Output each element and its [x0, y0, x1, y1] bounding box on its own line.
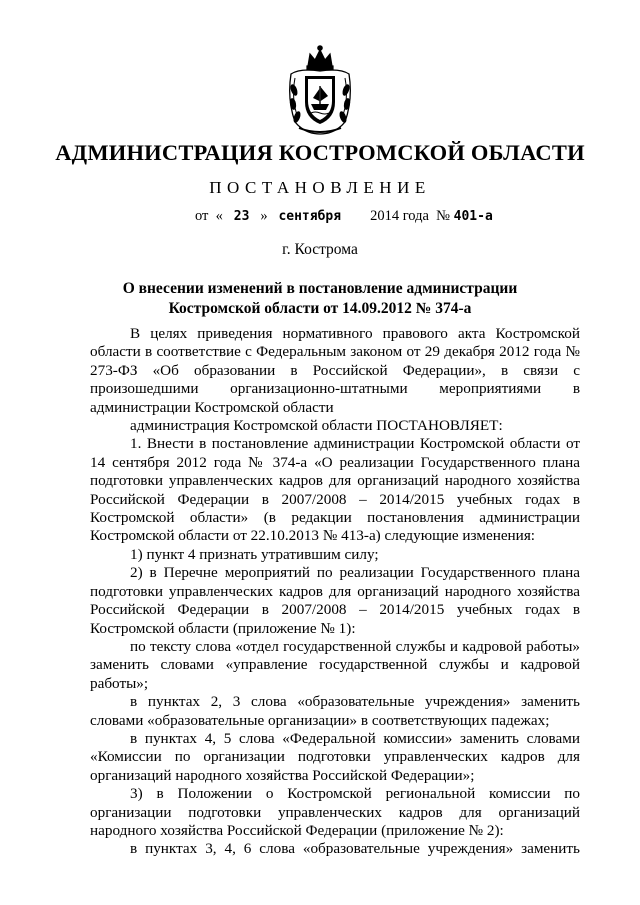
document-number: 401-а	[453, 209, 493, 224]
paragraph-item-1: 1. Внести в постановление администрации Костромской области от 14 сентября 2012 года № 374-а «О реализации Государственного плана подготовки управленческих кадров для организаций народного хозяйства Российской Федерации в 2007/2008 – 2014/2015 учебных годах в Костромской области» (в редакции постановления администрации Костромской области от 22.10.2013 № 413-а) следующие изменения:	[90, 435, 580, 545]
organization-title: АДМИНИСТРАЦИЯ КОСТРОМСКОЙ ОБЛАСТИ	[55, 140, 585, 165]
subject-line-2: Костромской области от 14.09.2012 № 374-а	[168, 300, 472, 317]
city: г. Кострома	[282, 241, 358, 258]
date-close-quote: »	[260, 208, 268, 224]
date-prefix: от	[195, 208, 209, 224]
coat-of-arms-emblem	[285, 44, 355, 136]
paragraph-replace-points-3-4-6: в пунктах 3, 4, 6 слова «образовательные учреждения» заменить	[130, 840, 580, 858]
date-open-quote: «	[215, 208, 223, 224]
paragraph-subitem-2: 2) в Перечне мероприятий по реализации Государственного плана подготовки управленческих кадров для организаций народного хозяйства Российской Федерации в 2007/2008 – 2014/2015 учебных годах в Костромской области (приложение № 1):	[90, 564, 580, 637]
paragraph-replace-text: по тексту слова «отдел государственной службы и кадровой работы» заменить словами «управление государственной службы и кадровой работы»;	[90, 637, 580, 692]
subject-line-1: О внесении изменений в постановление администрации	[122, 280, 518, 297]
paragraph-replace-points-4-5: в пунктах 4, 5 слова «Федеральной комиссии» заменить словами «Комиссии по организации подготовки управленческих кадров для организаций народного хозяйства Российской Федерации»;	[90, 729, 580, 784]
paragraph-replace-points-2-3: в пунктах 2, 3 слова «образовательные учреждения» заменить словами «образовательные организации» в соответствующих падежах;	[90, 693, 580, 729]
date-day: 23	[233, 209, 250, 224]
date-line	[195, 208, 493, 225]
document-type: ПОСТАНОВЛЕНИЕ	[209, 178, 431, 197]
paragraph-subitem-1: 1) пункт 4 признать утратившим силу;	[130, 545, 379, 563]
paragraph-preamble: В целях приведения нормативного правового акта Костромской области в соответствие с Федеральным законом от 29 декабря 2012 года № 273-ФЗ «Об образовании в Российской Федерации», в связи с произошедшими организационно-штатными мероприятиями в администрации Костромской области	[90, 325, 580, 416]
document-body	[90, 325, 580, 859]
number-label: №	[436, 208, 451, 224]
paragraph-subitem-3: 3) в Положении о Костромской региональной комиссии по организации подготовки управленческих кадров для организаций народного хозяйства Российской Федерации (приложение № 2):	[90, 785, 580, 839]
paragraph-resolves: администрация Костромской области ПОСТАНОВЛЯЕТ:	[130, 417, 503, 435]
document-subject	[0, 279, 640, 319]
date-year: 2014 года	[370, 208, 429, 224]
date-month: сентября	[278, 209, 342, 224]
